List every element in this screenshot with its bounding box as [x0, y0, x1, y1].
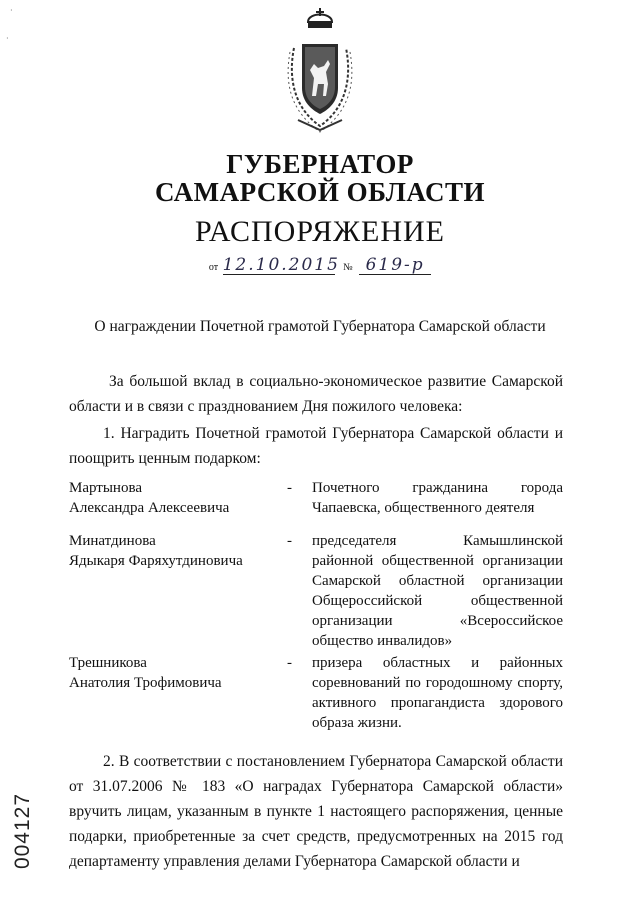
awardee-name	[69, 531, 289, 571]
awardee-given-names: Ядыкаря Фаряхутдиновича	[69, 553, 243, 569]
serial-number	[8, 785, 38, 883]
handwritten-number: 619-р	[359, 256, 431, 275]
document-type: РАСПОРЯЖЕНИЕ	[194, 215, 446, 248]
date-prefix: от	[208, 262, 219, 273]
entry-dash: -	[287, 480, 292, 496]
scan-speck: ·	[10, 6, 13, 15]
entry-dash: -	[287, 655, 292, 671]
handwritten-date: 12.10.2015	[222, 255, 340, 275]
awardee-description: Почетного гражданина города Чапаевска, общественного деятеля	[312, 480, 563, 516]
samara-coat-of-arms-icon	[284, 8, 356, 136]
awardee-name	[69, 653, 289, 693]
awardee-description: председателя Камышлинской районной общественной организации Самарской областной организации Общероссийской общественной организации «Всероссийское общество инвалидов»	[312, 533, 563, 649]
page-title-line1: ГУБЕРНАТОР	[226, 149, 414, 179]
page-title-line2: САМАРСКОЙ ОБЛАСТИ	[154, 177, 486, 207]
document-subject: О награждении Почетной грамотой Губернатора Самарской области	[94, 318, 546, 335]
intro-paragraph: За большой вклад в социально-экономическое развитие Самарской области и в связи с празднованием Дня пожилого человека:	[69, 373, 563, 415]
date-number-line	[0, 256, 640, 279]
awardee-description: призера областных и районных соревнований по городошному спорту, активного пропагандиста здорового образа жизни.	[312, 655, 563, 731]
awardee-name	[69, 478, 289, 518]
entry-dash: -	[287, 533, 292, 549]
awardee-given-names: Анатолия Трофимовича	[69, 675, 222, 691]
awardee-given-names: Александра Алексеевича	[69, 500, 230, 516]
serial-number-text: 004127	[11, 792, 34, 870]
item1-paragraph: 1. Наградить Почетной грамотой Губернатора Самарской области и поощрить ценным подарком:	[69, 425, 563, 467]
scan-speck: ·	[6, 34, 9, 43]
item2-paragraph: 2. В соответствии с постановлением Губернатора Самарской области от 31.07.2006 № 183 «О наградах Губернатора Самарской области» вручить лицам, указанным в пункте 1 настоящего распоряжения, ценные подарки, приобретенные за счет средств, предусмотренных на 2015 год департаменту управления делами Губернатора Самарской области и	[69, 753, 563, 870]
awardee-surname: Минатдинова	[69, 533, 156, 549]
number-prefix: №	[343, 262, 353, 273]
awardee-surname: Мартынова	[69, 480, 143, 496]
awardee-surname: Трешникова	[69, 655, 147, 671]
